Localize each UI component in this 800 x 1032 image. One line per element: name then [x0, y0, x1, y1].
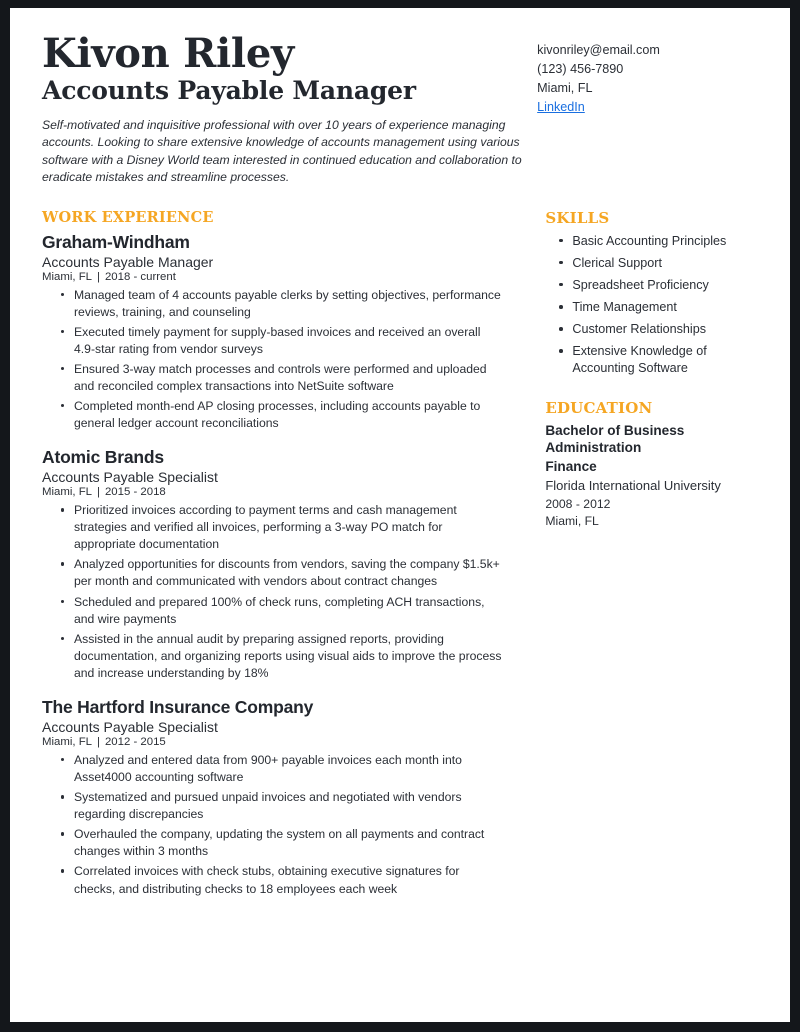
job-dates: 2012 - 2015 — [104, 735, 166, 748]
skill-item: Clerical Support — [559, 255, 760, 272]
candidate-headline: Accounts Payable Manager — [42, 75, 416, 105]
resume-header — [42, 30, 760, 187]
candidate-name: Kivon Riley — [42, 30, 294, 77]
job-bullet-list — [42, 752, 503, 898]
job-location: Miami, FL — [42, 486, 92, 499]
section-title-work-experience: WORK EXPERIENCE — [42, 208, 214, 226]
job-title: Accounts Payable Specialist — [42, 469, 218, 486]
education-entry — [545, 423, 760, 528]
education-focus: Finance — [545, 458, 597, 474]
resume-body — [42, 209, 760, 1002]
education-dates: 2008 - 2012 — [545, 497, 611, 512]
job-bullet: Managed team of 4 accounts payable clerks by setting objectives, performance reviews, training, and counseling — [61, 287, 503, 321]
side-column — [545, 209, 760, 1002]
resume-document — [10, 8, 790, 1022]
job-meta-separator: | — [97, 270, 100, 283]
skill-item: Customer Relationships — [559, 321, 760, 338]
contact-linkedin[interactable] — [537, 98, 760, 117]
linkedin-link[interactable]: LinkedIn — [537, 100, 585, 115]
job-location: Miami, FL — [42, 270, 92, 283]
job-bullet: Ensured 3-way match processes and controls were performed and uploaded and reconciled complex transactions into NetSuite software — [61, 361, 503, 395]
contact-phone[interactable]: (123) 456-7890 — [537, 62, 624, 77]
job-meta-separator: | — [97, 486, 100, 499]
skill-item: Extensive Knowledge of Accounting Software — [559, 343, 760, 377]
skills-list — [545, 233, 760, 378]
job-bullet: Assisted in the annual audit by preparing assigned reports, providing documentation, and organizing reports using visual aids to improve the process and increase understanding by 18% — [61, 631, 503, 682]
section-title-education: EDUCATION — [545, 399, 653, 418]
job-bullet: Correlated invoices with check stubs, obtaining executive signatures for checks, and distributing checks to 18 employees each week — [61, 863, 503, 897]
job-title: Accounts Payable Manager — [42, 253, 214, 270]
job-bullet-list — [42, 287, 503, 433]
job-company: Atomic Brands — [42, 447, 164, 468]
job-location: Miami, FL — [42, 735, 92, 748]
job-bullet: Analyzed and entered data from 900+ payable invoices each month into Asset4000 accounting software — [61, 752, 503, 786]
skill-item: Basic Accounting Principles — [559, 233, 760, 250]
job-meta — [42, 271, 503, 283]
contact-location: Miami, FL — [537, 81, 593, 96]
skill-item: Time Management — [559, 299, 760, 316]
job-bullet: Scheduled and prepared 100% of check runs, completing ACH transactions, and wire payments — [61, 594, 503, 628]
job-meta-separator: | — [97, 735, 100, 748]
main-column — [42, 209, 513, 1002]
job-meta — [42, 736, 503, 748]
contact-block — [537, 34, 760, 118]
job-bullet: Systematized and pursued unpaid invoices and negotiated with vendors regarding discrepancies — [61, 789, 503, 823]
job-title: Accounts Payable Specialist — [42, 718, 218, 735]
education-school: Florida International University — [545, 478, 721, 494]
education-location: Miami, FL — [545, 514, 599, 529]
skill-item: Spreadsheet Proficiency — [559, 277, 760, 294]
job-dates: 2018 - current — [104, 270, 176, 283]
job-entry — [42, 232, 503, 433]
job-bullet: Executed timely payment for supply-based invoices and received an overall 4.9-star rating from vendor surveys — [61, 324, 503, 358]
job-meta — [42, 486, 503, 498]
header-identity — [42, 30, 537, 187]
job-bullet-list — [42, 502, 503, 682]
professional-summary: Self-motivated and inquisitive professional with over 10 years of experience managing accounts. Looking to share extensive knowledge of accounts management using various software with a Disney World team interested in continued education and collaboration to eradicate mistakes and streamline processes. — [42, 117, 522, 185]
job-entry — [42, 697, 503, 898]
job-bullet: Overhauled the company, updating the system on all payments and contract changes within 3 months — [61, 826, 503, 860]
job-dates: 2015 - 2018 — [104, 486, 166, 499]
job-company: Graham-Windham — [42, 231, 190, 252]
job-bullet: Analyzed opportunities for discounts from vendors, saving the company $1.5k+ per month and communicated with vendors about contract changes — [61, 556, 503, 590]
job-bullet: Completed month-end AP closing processes, including accounts payable to general ledger account reconciliations — [61, 398, 503, 432]
job-bullet: Prioritized invoices according to payment terms and cash management strategies and verified all invoices, performing a 3-way PO match for appropriate documentation — [61, 502, 503, 553]
contact-email[interactable]: kivonriley@email.com — [537, 43, 660, 57]
job-entry — [42, 447, 503, 682]
job-company: The Hartford Insurance Company — [42, 696, 314, 717]
education-degree: Bachelor of Business Administration — [545, 423, 685, 455]
section-title-skills: SKILLS — [545, 208, 610, 227]
